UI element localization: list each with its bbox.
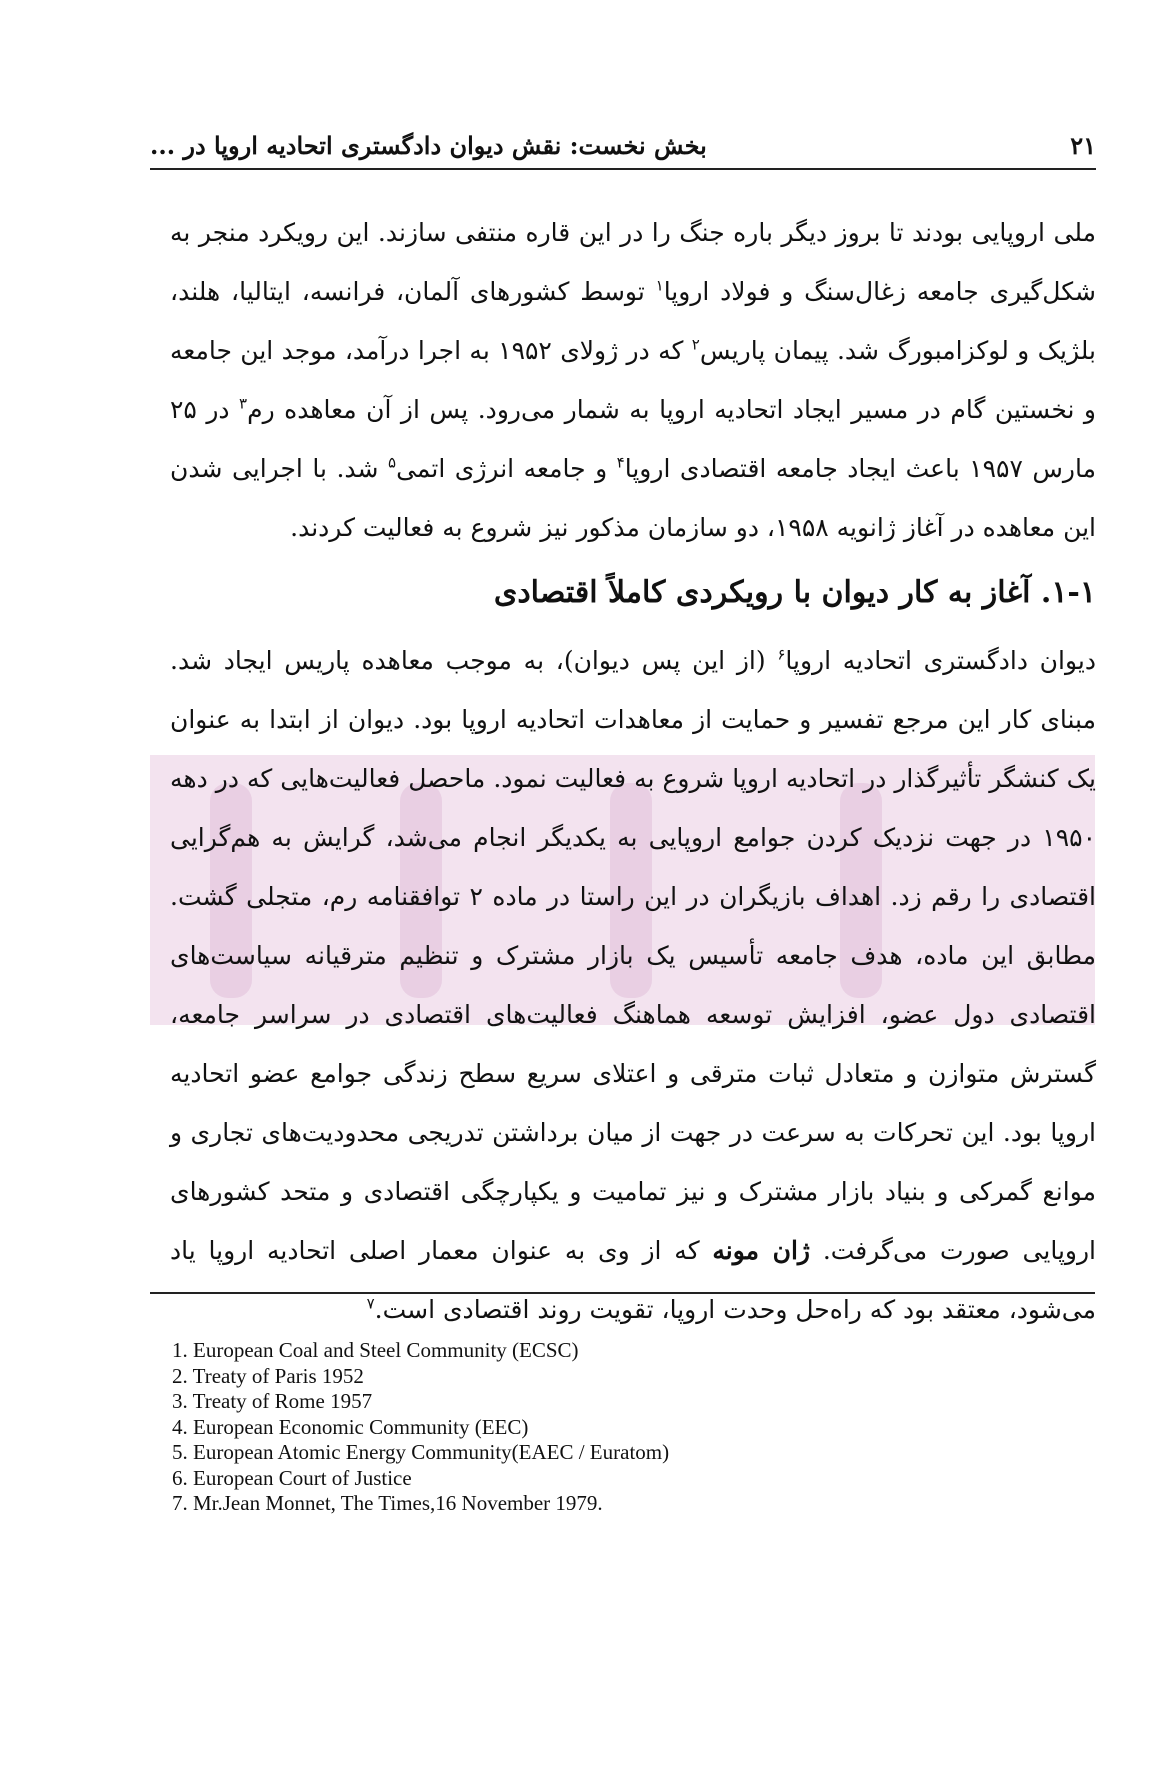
footnote-ref-1: ۱ (655, 276, 664, 295)
footnote-item: 3. Treaty of Rome 1957 (172, 1389, 373, 1413)
intro-text-4: در ۲۵ مارس ۱۹۵۷ باعث ایجاد جامعه اقتصادی اروپا (170, 395, 1097, 483)
intro-text-3: که در ژولای ۱۹۵۲ به اجرا درآمد، موجد این جامعه و نخستین گام در مسیر ایجاد اتحادیه اروپا به شمار می‌رود. پس از آن معاهده رم (170, 336, 1096, 424)
footnote-ref-5: ۵ (388, 453, 397, 472)
intro-paragraph (170, 203, 1096, 557)
footnote-item: 6. European Court of Justice (172, 1465, 412, 1490)
footnote-item: 4. European Economic Community (EEC) (172, 1414, 529, 1439)
page-number: ۲۱ (1070, 130, 1096, 160)
bold-name: ژان مونه (712, 1236, 811, 1265)
footnote-item: 5. European Atomic Energy Community(EAEC / Euratom) (172, 1440, 670, 1464)
section-heading: ۱-۱. آغاز به کار دیوان با رویکردی کاملاً اقتصادی (493, 575, 1096, 610)
footnotes (172, 1338, 1072, 1517)
footnote-ref-2: ۲ (691, 335, 700, 354)
footnote-ref-7: ۷ (366, 1294, 375, 1313)
footnote-ref-3: ۳ (239, 394, 248, 413)
section-paragraph (170, 631, 1096, 1339)
intro-text-1: ملی اروپایی بودند تا بروز دیگر باره جنگ را در این قاره منتفی سازند. این رویکرد منجر به شکل‌گیری جامعه زغال‌سنگ و فولاد اروپا (170, 218, 1096, 306)
section-text-1: دیوان دادگستری اتحادیه اروپا (785, 646, 1096, 675)
running-head (150, 122, 1096, 170)
footnote-ref-6: ۶ (777, 645, 786, 664)
footnote-item: 2. Treaty of Paris 1952 (172, 1363, 364, 1388)
intro-text-2: توسط کشورهای آلمان، فرانسه، ایتالیا، هلند، بلژیک و لوکزامبورگ شد. پیمان پاریس (170, 277, 1096, 365)
intro-text-6: شد. با اجرایی شدن این معاهده در آغاز ژانویه ۱۹۵۸، دو سازمان مذکور نیز شروع به فعالیت کردند. (170, 454, 1096, 542)
footnote-ref-4: ۴ (616, 453, 625, 472)
running-title: بخش نخست: نقش دیوان دادگستری اتحادیه اروپا در ... (150, 130, 707, 160)
section-text-2: (از این پس دیوان)، به موجب معاهده پاریس ایجاد شد. مبنای کار این مرجع تفسیر و حمایت از معاهدات اتحادیه اروپا بود. دیوان از ابتدا به عنوان یک کنشگر تأثیرگذار در اتحادیه اروپا شروع به فعالیت نمود. ماحصل فعالیت‌هایی که در دهه ۱۹۵۰ در جهت نزدیک کردن جوامع اروپایی به یکدیگر انجام می‌شد، گرایش به هم‌گرایی اقتصادی را رقم زد. اهداف بازیگران در این راستا در ماده ۲ توافقنامه رم، متجلی گشت. مطابق این ماده، هدف جامعه تأسیس یک بازار مشترک و تنظیم مترقیانه سیاست‌های اقتصادی دول عضو، افزایش توسعه هماهنگ فعالیت‌های اقتصادی در سراسر جامعه، گسترش متوازن و متعادل ثبات مترقی و اعتلای سریع سطح زندگی جوامع عضو اتحادیه اروپا بود. این تحرکات به سرعت در جهت از میان برداشتن تدریجی محدودیت‌های تجاری و موانع گمرکی و بنیاد بازار مشترک و نیز تمامیت و یکپارچگی اقتصادی و متحد کشورهای اروپایی صورت می‌گرفت. (170, 646, 1096, 1265)
intro-text-5: و جامعه انرژی اتمی (396, 454, 617, 483)
footnote-item: 1. European Coal and Steel Community (ECSC) (172, 1338, 579, 1362)
body-text (170, 203, 1096, 1339)
section-text-3: که از وی به عنوان معمار اصلی اتحادیه اروپا یاد می‌شود، معتقد بود که راه‌حل وحدت اروپا، تقویت روند اقتصادی است. (170, 1236, 1096, 1324)
footnote-item: 7. Mr.Jean Monnet, The Times,16 November 1979. (172, 1491, 603, 1515)
footnote-divider (150, 1292, 1095, 1294)
